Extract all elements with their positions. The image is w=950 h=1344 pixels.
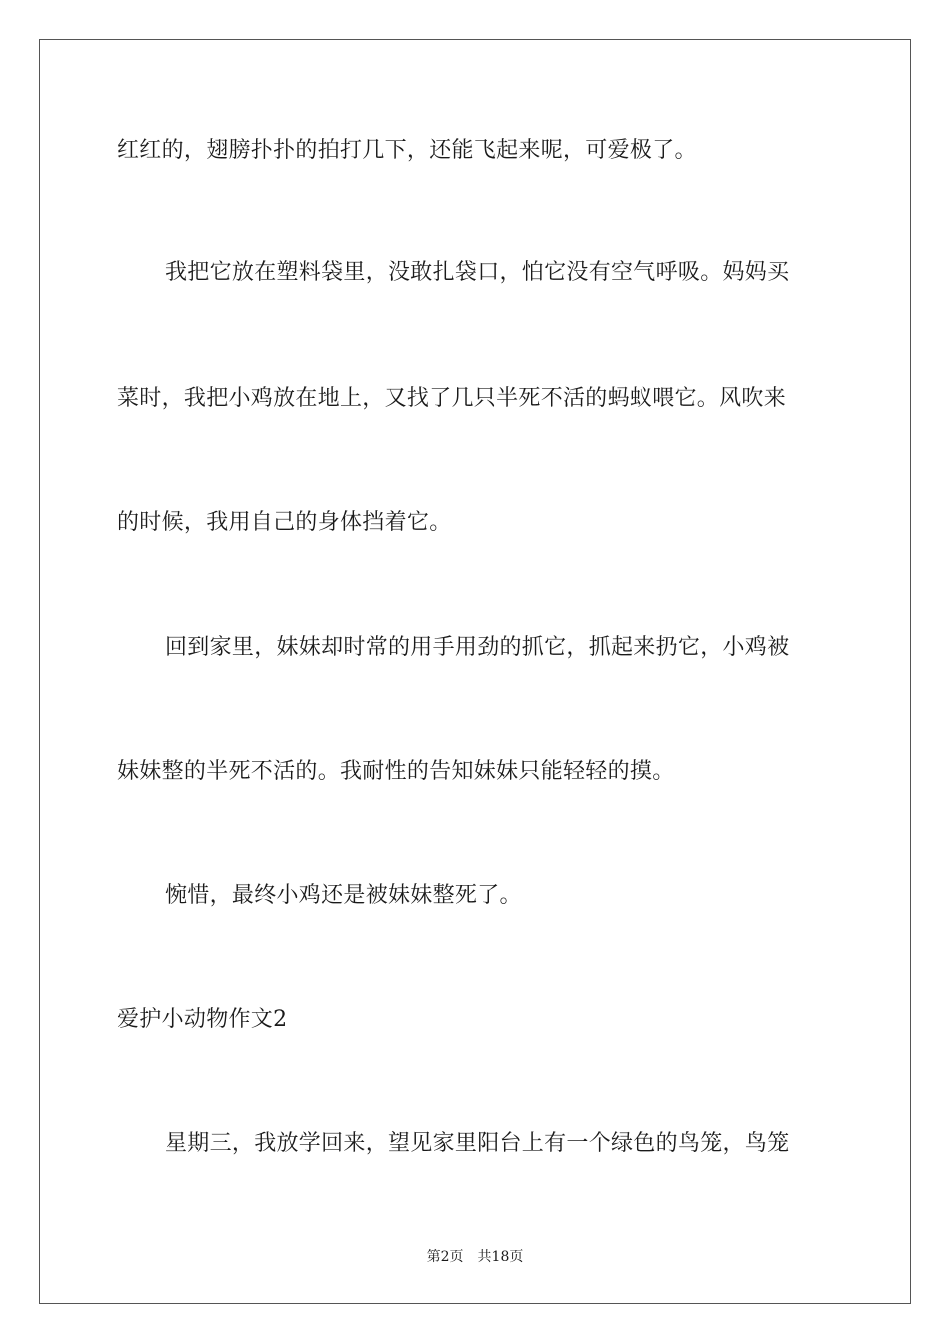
page-border [39,39,911,1304]
section-heading: 爱护小动物作文2 [117,1007,288,1032]
text-line-2: 我把它放在塑料袋里，没敢扎袋口，怕它没有空气呼吸。妈妈买 [165,260,790,285]
text-line-5: 回到家里，妹妹却时常的用手用劲的抓它，抓起来扔它，小鸡被 [165,635,790,660]
text-line-4: 的时候，我用自己的身体挡着它。 [117,510,452,535]
text-line-3: 菜时，我把小鸡放在地上，又找了几只半死不活的蚂蚁喂它。风吹来 [117,386,787,411]
text-line-7: 惋惜，最终小鸡还是被妹妹整死了。 [165,883,522,908]
page-total: 共18页 [477,1249,524,1265]
page-footer [0,1247,950,1267]
text-line-8: 星期三，我放学回来，望见家里阳台上有一个绿色的鸟笼，鸟笼 [165,1131,790,1156]
page-number: 第2页 [426,1249,464,1265]
text-line-1: 红红的，翅膀扑扑的拍打几下，还能飞起来呢，可爱极了。 [117,138,697,163]
text-line-6: 妹妹整的半死不活的。我耐性的告知妹妹只能轻轻的摸。 [117,759,675,784]
